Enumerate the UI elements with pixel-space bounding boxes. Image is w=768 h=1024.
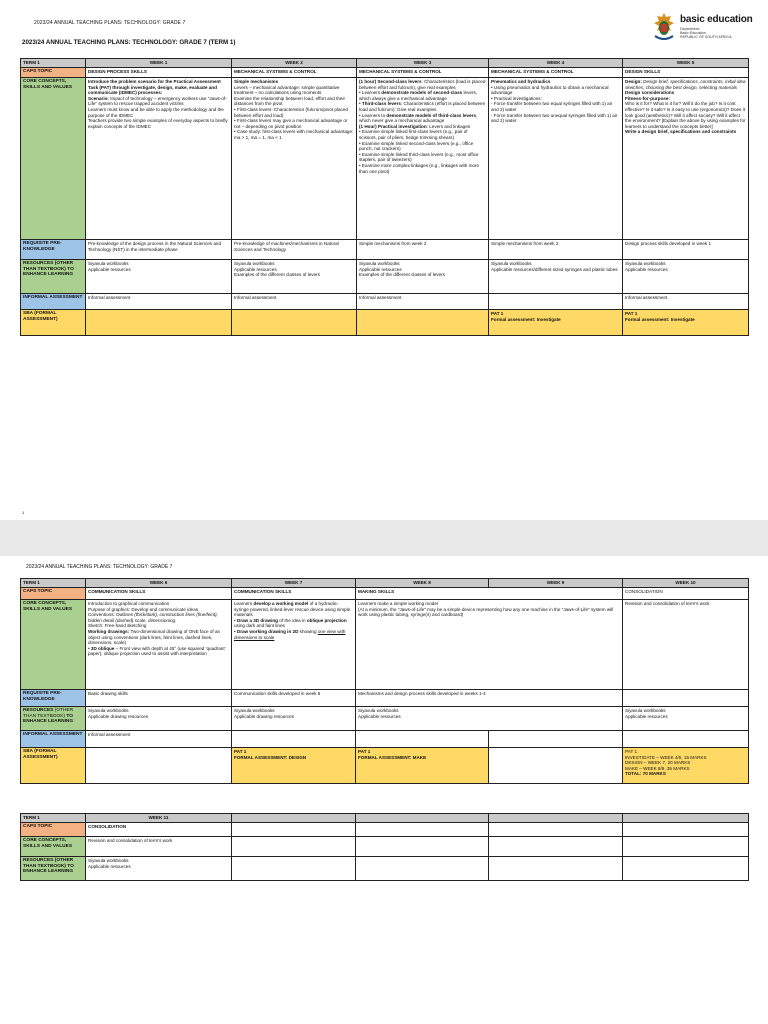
informal-cell: Informal assessment bbox=[623, 294, 749, 310]
row-label-requisite-knowledge: REQUISITE PRE-KNOWLEDGE bbox=[21, 690, 86, 707]
resources-cell-week-7: Siyavula workbooks Applicable drawing resources bbox=[232, 707, 356, 731]
sba-cell-week-4: PAT 1 Formal assessment: Investigate bbox=[489, 310, 623, 336]
row-label-resources: RESOURCES (OTHER THAN TEXTBOOK) TO ENHANCE LEARNING bbox=[21, 857, 86, 881]
caps-topic-cell: COMMUNICATION SKILLS bbox=[86, 588, 232, 600]
req-cell: Pre-knowledge of machines/mechanisms in Natural Sciences and Technology bbox=[232, 240, 357, 260]
running-header: 2023/24 ANNUAL TEACHING PLANS: TECHNOLOGY: GRADE 7 bbox=[34, 20, 186, 26]
core-cell-weeks-8-9: Learners make a simple working model (At a minimum, the "Jaws-of-Life" may be a simple device representing how any one machine in the "Jaws-of-Life" system will work using plastic tubing, syringe(s) and cardboard) bbox=[356, 600, 623, 690]
coat-of-arms-icon bbox=[652, 12, 676, 42]
resources-cell-week-6: Siyavula workbooks Applicable drawing resources bbox=[86, 707, 232, 731]
logo-subtitle: Department: Basic Education REPUBLIC OF SOUTH AFRICA bbox=[680, 27, 732, 40]
sba-cell-week-8: PAT 1 FORMAL ASSESSMENT: MAKE bbox=[356, 748, 489, 784]
sba-cell-week-7: PAT 1 FORMAL ASSESSMENT: DESIGN bbox=[232, 748, 356, 784]
week-header: WEEK 11 bbox=[86, 814, 232, 823]
caps-topic-cell: MECHANICAL SYSTEMS & CONTROL bbox=[232, 68, 357, 78]
core-cell-week-6: Introduction to graphical communication Purpose of graphics: Develop and communicate ideas Conventions: Outlines (thick/dark), construction lines (fine/feint), hidden detail (dashed) scale, dimensioning. Sketch: Free-hand sketching Working drawings: Two-dimensional drawing of ONE face of an object using conventions (dark lines, feint lines, dashed lines, dimensions, scale) • 3D oblique – Front view with depth at 45° (use squared 'quadrant' paper), oblique projection used to assist with interpretation bbox=[86, 600, 232, 690]
sba-cell bbox=[357, 310, 489, 336]
row-label-informal-assessment: INFORMAL ASSESSMENT bbox=[21, 731, 86, 748]
term-header: TERM 1 bbox=[21, 579, 86, 588]
term1-plan-table-week-11 bbox=[20, 813, 749, 881]
caps-topic-cell: DESIGN SKILLS bbox=[623, 68, 749, 78]
informal-cell: Informal assessment bbox=[86, 294, 232, 310]
caps-topic-cell: MAKING SKILLS bbox=[356, 588, 623, 600]
sba-cell-week-10: PAT 1 INVESTIGATE – WEEK 4/5, 15 MARKS DESIGN – WEEK 7, 20 MARKS MAKE – WEEK 8/9, 35 MARKS TOTAL: 70 MARKS bbox=[623, 748, 749, 784]
week-header: WEEK 4 bbox=[489, 59, 623, 68]
core-cell-week-7: Learners develop a working model of a hydraulic-syringe powered, linked-lever rescue device using simple materials • Draw a 3D drawing of the idea in oblique projection using dark and faint lines • Draw working drawing in 2D showing one view with dimensions to scale bbox=[232, 600, 356, 690]
resources-cell-week-5: Siyavula workbooks Applicable resources bbox=[623, 260, 749, 294]
req-cell: Pre-knowledge of the design process in the Natural Sciences and Technology (NST) in the intermediate phase bbox=[86, 240, 232, 260]
basic-education-logo bbox=[652, 12, 762, 44]
informal-cell bbox=[623, 731, 749, 748]
caps-topic-cell: DESIGN PROCESS SKILLS bbox=[86, 68, 232, 78]
core-cell-week-1: Introduce the problem scenario for the Practical Assessment Task (PAT) through investigate, design, make, evaluate and communicate (IDMEC) processes: Scenario: Impact of technology – emergency workers use "Jaws-of-Life" system to rescue trapped accident victims Learners must know and be able to apply the methodology and the purpose of the IDMEC Teachers provide two simple examples of everyday aspects to briefly explain concepts of the IDMEC bbox=[86, 78, 232, 240]
row-label-sba: SBA (FORMAL ASSESSMENT) bbox=[21, 310, 86, 336]
resources-cell-week-3: Siyavula workbooks Applicable resources Examples of the different classes of levers bbox=[357, 260, 489, 294]
row-label-informal-assessment: INFORMAL ASSESSMENT bbox=[21, 294, 86, 310]
row-label-sba: SBA (FORMAL ASSESSMENT) bbox=[21, 748, 86, 784]
sba-cell bbox=[86, 310, 232, 336]
term-header: TERM 1 bbox=[21, 59, 86, 68]
term1-plan-table-weeks-6-10 bbox=[20, 578, 749, 784]
core-cell-week-4: Pneumatics and hydraulics • Using pneumatics and hydraulics to obtain a mechanical advantage • Practical investigations: - Force transfer between two equal syringes filled with 1) air and 2) water - Force transfer between two unequal syringes filled with 1) air and 2) water bbox=[489, 78, 623, 240]
week-header: WEEK 2 bbox=[232, 59, 357, 68]
week-header: WEEK 3 bbox=[357, 59, 489, 68]
req-cell: Mechanisms and design process skills developed in weeks 1-4 bbox=[356, 690, 623, 707]
informal-cell bbox=[356, 731, 489, 748]
row-label-core-concepts: CORE CONCEPTS, SKILLS AND VALUES bbox=[21, 837, 86, 857]
row-label-caps-topic: CAPS TOPIC bbox=[21, 68, 86, 78]
week-header: WEEK 9 bbox=[489, 579, 623, 588]
page-number: 1 bbox=[22, 510, 25, 515]
sba-cell bbox=[489, 748, 623, 784]
row-label-core-concepts: CORE CONCEPTS, SKILLS AND VALUES bbox=[21, 600, 86, 690]
caps-topic-cell: CONSOLIDATION bbox=[623, 588, 749, 600]
informal-cell: Informal assessment bbox=[86, 731, 232, 748]
req-cell: Design process skills developed in week 1 bbox=[623, 240, 749, 260]
row-label-caps-topic: CAPS TOPIC bbox=[21, 823, 86, 837]
resources-cell-week-11: Siyavula workbooks Applicable resources bbox=[86, 857, 232, 881]
informal-cell bbox=[489, 294, 623, 310]
week-header: WEEK 6 bbox=[86, 579, 232, 588]
caps-topic-cell: CONSOLIDATION bbox=[86, 823, 232, 837]
resources-cell-weeks-8-9: Siyavula workbooks Applicable resources bbox=[356, 707, 623, 731]
req-cell: Basic drawing skills bbox=[86, 690, 232, 707]
req-cell bbox=[623, 690, 749, 707]
page-2 bbox=[0, 556, 768, 1024]
caps-topic-cell: COMMUNICATION SKILLS bbox=[232, 588, 356, 600]
week-header: WEEK 7 bbox=[232, 579, 356, 588]
week-header: WEEK 8 bbox=[356, 579, 489, 588]
sba-cell-week-5: PAT 1 Formal assessment: Investigate bbox=[623, 310, 749, 336]
core-cell-week-5: Design: Design brief, specifications, constraints, initial idea sketches, choosing the best design, selecting materials Design considerations Fitness-for-purpose: Who is it for? What is it for? Will it do the job? Is it cost effective? Is it safe? Is it easy to use (ergonomics)? Does it look good (aesthetics)? Will it affect society? Will it affect the environment? [Explain the above by using examples for learners to understand the concepts better] Write a design brief, specifications and constraints bbox=[623, 78, 749, 240]
caps-topic-cell: MECHANICAL SYSTEMS & CONTROL bbox=[357, 68, 489, 78]
core-cell-week-11: Revision and consolidation of term's work bbox=[86, 837, 232, 857]
sba-cell bbox=[86, 748, 232, 784]
week-header: WEEK 5 bbox=[623, 59, 749, 68]
resources-cell-week-10: Siyavula workbooks Applicable resources bbox=[623, 707, 749, 731]
row-label-core-concepts: CORE CONCEPTS, SKILLS AND VALUES bbox=[21, 78, 86, 240]
informal-cell: Informal assessment bbox=[232, 294, 357, 310]
informal-cell bbox=[489, 731, 623, 748]
core-cell-week-10: Revision and consolidation of term's work bbox=[623, 600, 749, 690]
core-cell-week-3: (1 hour) Second-class levers: Characteristics (load is placed between effort and fulcrum), give real examples • Learners demonstrate models of second-class levers, which always give a mechanical advantage • Third-class levers: Characteristics (effort is placed between load and fulcrum): Give real examples • Learners to demonstrate models of third-class levers, which never give a mechanical advantage (1 Hour) Practical investigation: Levers and linkages • Examine simple linked first-class levers (e.g., pair of scissors, pair of pliers, hedge trimming shears) • Examine simple linked second-class levers (e.g., office punch, nut crackers) • Examine simple linked third-class levers (e.g., most office staplers, pair of tweezers) • Examine more complex linkages (e.g., linkages with more than one pivot) bbox=[357, 78, 489, 240]
row-label-caps-topic: CAPS TOPIC bbox=[21, 588, 86, 600]
req-cell: Simple mechanisms from week 2 bbox=[357, 240, 489, 260]
term-header: TERM 1 bbox=[21, 814, 86, 823]
informal-cell: Informal assessment bbox=[357, 294, 489, 310]
week-header: WEEK 1 bbox=[86, 59, 232, 68]
running-header: 2023/24 ANNUAL TEACHING PLANS: TECHNOLOGY: GRADE 7 bbox=[26, 564, 173, 570]
core-cell-week-2: Simple mechanisms Levers – mechanical advantage: simple quantitative treatment – no calculations using moments Examine the relationship between load, effort and their distances from the pivot • First-class levers: Characteristics (fulcrum/pivot placed between effort and load) • First-class levers may give a mechanical advantage or not – depending on pivot position • Case study: first-class levers with mechanical advantage: ma > 1, ma = 1, ma < 1 bbox=[232, 78, 357, 240]
informal-cell bbox=[232, 731, 356, 748]
row-label-requisite-knowledge: REQUISITE PRE-KNOWLEDGE bbox=[21, 240, 86, 260]
req-cell: Simple mechanisms from week 2 bbox=[489, 240, 623, 260]
resources-cell-week-1: Siyavula workbooks Applicable resources bbox=[86, 260, 232, 294]
term1-plan-table-weeks-1-5 bbox=[20, 58, 749, 336]
document-title: 2023/24 ANNUAL TEACHING PLANS: TECHNOLOGY: GRADE 7 (TERM 1) bbox=[22, 39, 236, 46]
row-label-resources: RESOURCES (OTHER THAN TEXTBOOK) TO ENHANCE LEARNING bbox=[21, 260, 86, 294]
resources-cell-week-2: Siyavula workbooks Applicable resources Examples of the different classes of levers bbox=[232, 260, 357, 294]
sba-cell bbox=[232, 310, 357, 336]
resources-cell-week-4: Siyavula workbooks Applicable resources/different sized syringes and plastic tubes bbox=[489, 260, 623, 294]
row-label-resources: RESOURCES (OTHER THAN TEXTBOOK) TO ENHANCE LEARNING bbox=[21, 707, 86, 731]
req-cell: Communication skills developed in week 6 bbox=[232, 690, 356, 707]
caps-topic-cell: MECHANICAL SYSTEMS & CONTROL bbox=[489, 68, 623, 78]
week-header: WEEK 10 bbox=[623, 579, 749, 588]
logo-name: basic education bbox=[680, 14, 753, 25]
